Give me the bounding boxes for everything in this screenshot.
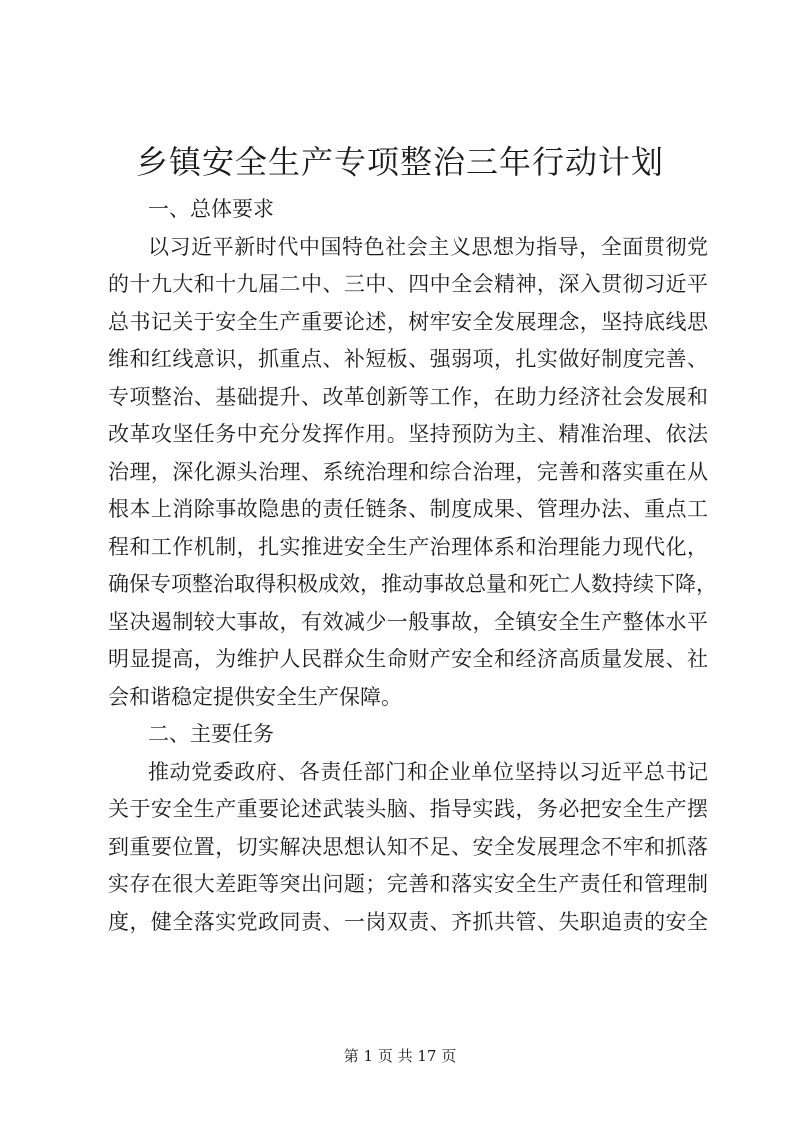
paragraph-line: 到重要位置，切实解决思想认知不足、安全发展理念不牢和抓落	[108, 835, 708, 859]
paragraph-line: 实存在很大差距等突出问题；完善和落实安全生产责任和管理制	[108, 872, 708, 896]
paragraph-line: 明显提高，为维护人民群众生命财产安全和经济高质量发展、社	[108, 647, 708, 671]
paragraph-line: 会和谐稳定提供安全生产保障。	[108, 685, 402, 709]
paragraph-line: 治理，深化源头治理、系统治理和综合治理，完善和落实重在从	[108, 460, 708, 484]
paragraph-line: 的十九大和十九届二中、三中、四中全会精神，深入贯彻习近平	[108, 272, 708, 296]
paragraph-line: 度，健全落实党政同责、一岗双责、齐抓共管、失职追责的安全	[108, 910, 708, 934]
paragraph-line: 维和红线意识，抓重点、补短板、强弱项，扎实做好制度完善、	[108, 347, 708, 371]
section-heading-general-requirements: 一、总体要求	[148, 197, 274, 221]
paragraph-line: 改革攻坚任务中充分发挥作用。坚持预防为主、精准治理、依法	[108, 422, 708, 446]
section-heading-main-tasks: 二、主要任务	[148, 722, 274, 746]
paragraph-line: 推动党委政府、各责任部门和企业单位坚持以习近平总书记	[148, 760, 708, 784]
document-title: 乡镇安全生产专项整治三年行动计划	[135, 143, 664, 181]
paragraph-line: 根本上消除事故隐患的责任链条、制度成果、管理办法、重点工	[108, 497, 708, 521]
paragraph-line: 确保专项整治取得积极成效，推动事故总量和死亡人数持续下降，	[108, 572, 717, 596]
paragraph-line: 以习近平新时代中国特色社会主义思想为指导，全面贯彻党	[148, 235, 708, 259]
paragraph-line: 关于安全生产重要论述武装头脑、指导实践，务必把安全生产摆	[108, 797, 708, 821]
paragraph-line: 专项整治、基础提升、改革创新等工作，在助力经济社会发展和	[108, 385, 708, 409]
page-number-footer: 第 1 页 共 17 页	[343, 1047, 457, 1065]
paragraph-line: 程和工作机制，扎实推进安全生产治理体系和治理能力现代化，	[108, 535, 708, 559]
paragraph-line: 坚决遏制较大事故，有效减少一般事故，全镇安全生产整体水平	[108, 610, 708, 634]
paragraph-line: 总书记关于安全生产重要论述，树牢安全发展理念，坚持底线思	[108, 310, 708, 334]
